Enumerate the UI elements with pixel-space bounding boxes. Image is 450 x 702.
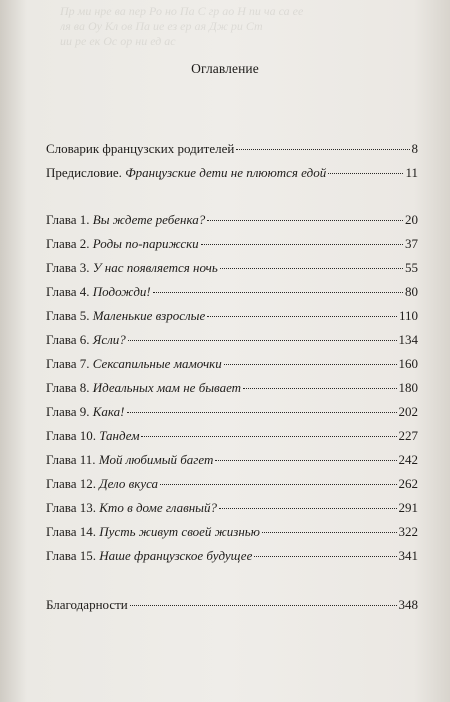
toc-page-number: 262	[398, 476, 418, 491]
chapter-number: Глава 12.	[46, 476, 100, 491]
toc-entry-chapter-4[interactable]	[46, 284, 418, 304]
dot-leader	[153, 292, 403, 293]
toc-page-number: 55	[405, 260, 418, 275]
toc-entry-chapter-2[interactable]	[46, 236, 418, 256]
bleed-through-text: Пр ми нре ва пер Ро но Па С гр ао Н пи ча са ее	[60, 4, 304, 18]
chapter-title: У нас появляется ночь	[92, 260, 218, 275]
toc-entry-label: Словарик французских родителей	[46, 141, 235, 156]
dot-leader	[127, 412, 397, 413]
chapter-number: Глава 10.	[46, 428, 100, 443]
toc-page-number: 348	[398, 597, 418, 612]
chapter-title: Тандем	[99, 428, 140, 443]
dot-leader	[254, 556, 396, 557]
chapter-number: Глава 9.	[46, 404, 93, 419]
chapter-number: Глава 6.	[46, 332, 93, 347]
toc-page-number: 110	[398, 308, 418, 323]
toc-page-number: 8	[411, 141, 418, 156]
toc-page-number: 291	[398, 500, 418, 515]
chapter-title: Маленькие взрослые	[92, 308, 206, 323]
dot-leader	[219, 508, 397, 509]
chapter-title: Кто в доме главный?	[99, 500, 217, 515]
toc-entry-chapter-8[interactable]	[46, 380, 418, 400]
toc-entry-title: Французские дети не плюются едой	[125, 165, 327, 180]
toc-entry-chapter-6[interactable]	[46, 332, 418, 352]
toc-entry-chapter-5[interactable]	[46, 308, 418, 328]
toc-entry-label: Благодарности	[46, 597, 128, 612]
toc-entry-label: Предисловие.	[46, 165, 126, 180]
toc-page-number: 134	[398, 332, 418, 347]
chapter-title: Кака!	[92, 404, 125, 419]
dot-leader	[141, 436, 396, 437]
dot-leader	[207, 220, 403, 221]
chapter-number: Глава 1.	[46, 212, 93, 227]
toc-page-number: 341	[398, 548, 418, 563]
dot-leader	[128, 340, 397, 341]
toc-page-number: 37	[405, 236, 418, 251]
chapter-title: Идеальных мам не бывает	[92, 380, 242, 395]
toc-entry-chapter-12[interactable]	[46, 476, 418, 496]
dot-leader	[243, 388, 396, 389]
toc-page-number: 20	[405, 212, 418, 227]
chapter-number: Глава 7.	[46, 356, 93, 371]
chapter-title: Дело вкуса	[99, 476, 159, 491]
dot-leader	[262, 532, 397, 533]
toc-entry-chapter-1[interactable]	[46, 212, 418, 232]
chapter-number: Глава 4.	[46, 284, 93, 299]
chapter-number: Глава 8.	[46, 380, 93, 395]
toc-entry-chapter-9[interactable]	[46, 404, 418, 424]
dot-leader	[224, 364, 397, 365]
toc-page-number: 322	[398, 524, 418, 539]
chapter-title: Наше французское будущее	[99, 548, 253, 563]
toc-page-number: 202	[398, 404, 418, 419]
page-title: Оглавление	[191, 61, 259, 76]
toc-entry-chapter-3[interactable]	[46, 260, 418, 280]
bleed-through-text: ии ре ек Ос ор ни ед ас	[60, 34, 176, 48]
chapter-number: Глава 14.	[46, 524, 100, 539]
toc-page-number: 227	[398, 428, 418, 443]
toc-entry-chapter-15[interactable]	[46, 548, 418, 568]
chapter-title: Сексапильные мамочки	[92, 356, 222, 371]
chapter-title: Подожди!	[92, 284, 151, 299]
chapter-title: Вы ждете ребенка?	[92, 212, 206, 227]
dot-leader	[236, 149, 409, 150]
toc-page-number: 80	[405, 284, 418, 299]
dot-leader	[207, 316, 397, 317]
dot-leader	[160, 484, 396, 485]
chapter-title: Ясли?	[92, 332, 126, 347]
toc-page-number: 11	[405, 165, 418, 180]
chapter-number: Глава 2.	[46, 236, 93, 251]
dot-leader	[220, 268, 403, 269]
toc-page-number: 160	[398, 356, 418, 371]
dot-leader	[201, 244, 403, 245]
chapter-title: Пусть живут своей жизнью	[99, 524, 260, 539]
chapter-number: Глава 5.	[46, 308, 93, 323]
chapter-number: Глава 11.	[46, 452, 99, 467]
dot-leader	[328, 173, 403, 174]
toc-entry-preface[interactable]	[46, 165, 418, 185]
toc-page-number: 180	[398, 380, 418, 395]
chapter-title: Роды по-парижски	[92, 236, 199, 251]
toc-entry-glossary[interactable]	[46, 141, 418, 161]
toc-entry-chapter-10[interactable]	[46, 428, 418, 448]
dot-leader	[130, 605, 397, 606]
bleed-through-text: ля ва Оу Кл ов Па ие ез ер ая Дж ри Ст	[60, 19, 263, 33]
toc-page-number: 242	[398, 452, 418, 467]
toc-entry-acknowledgements[interactable]	[46, 597, 418, 617]
chapter-number: Глава 3.	[46, 260, 93, 275]
toc-entry-chapter-13[interactable]	[46, 500, 418, 520]
chapter-number: Глава 13.	[46, 500, 100, 515]
toc-entry-chapter-11[interactable]	[46, 452, 418, 472]
toc-entry-chapter-14[interactable]	[46, 524, 418, 544]
toc-entry-chapter-7[interactable]	[46, 356, 418, 376]
dot-leader	[215, 460, 396, 461]
chapter-title: Мой любимый багет	[98, 452, 214, 467]
chapter-number: Глава 15.	[46, 548, 100, 563]
